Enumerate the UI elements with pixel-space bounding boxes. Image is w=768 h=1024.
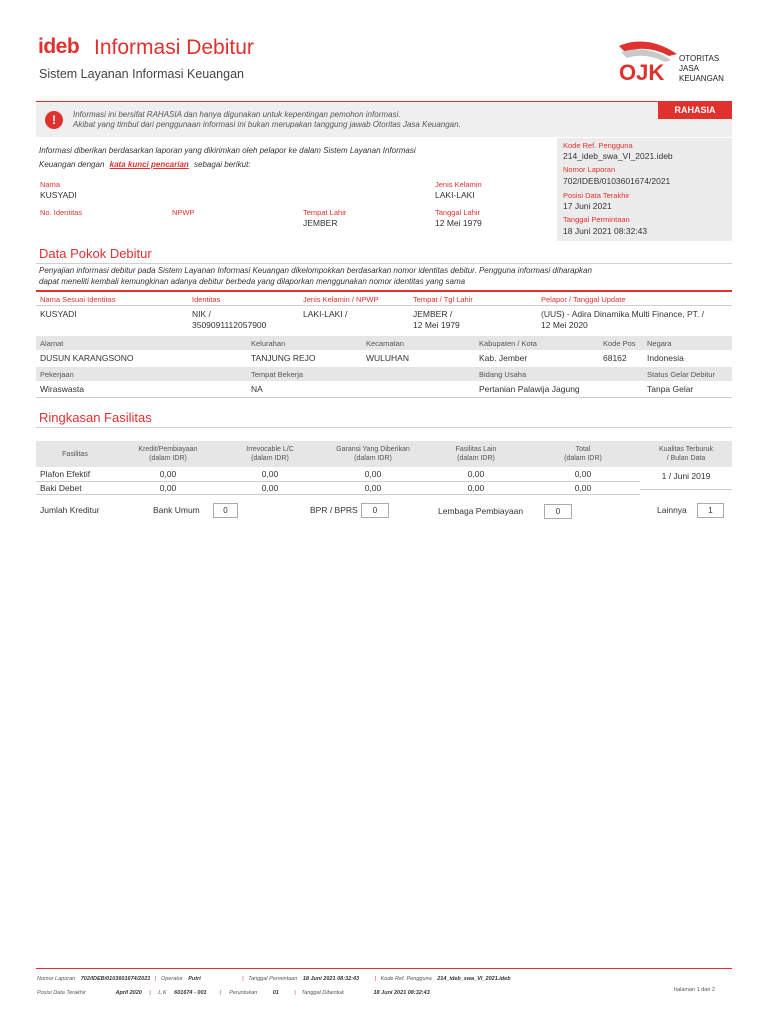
notice-line2: Akibat yang timbul dari penggunaan informasi ini bukan merupakan tanggung jawab Otoritas Jasa Keuangan. — [73, 120, 461, 129]
data-pokok-desc1: Penyajian informasi debitur pada Sistem Layanan Informasi Keuangan dikelompokkan berdasarkan nomor identitas debitur. Pengguna informasi diharapkan — [39, 266, 592, 275]
jumlah-kreditur-label: Jumlah Kreditur — [40, 505, 100, 515]
v-ttl-1: JEMBER / — [413, 309, 453, 319]
footer-line1: Nomor Laporan 702/IDEB/0103601674/2021 | Operator Putri | Tanggal Permintaan 18 Juni 2021 08:32:43 | Kode Ref. Pengguna 214_ideb_swa_VI_2021.ideb — [37, 976, 511, 982]
page-subtitle: Sistem Layanan Informasi Keuangan — [39, 67, 244, 81]
v-tempat-bekerja: NA — [251, 384, 263, 394]
v-status-gelar: Tanpa Gelar — [647, 384, 694, 394]
page-number: halaman 1 dari 2 — [674, 987, 715, 993]
row-plafon-label: Plafon Efektif — [40, 469, 91, 479]
v-pelapor-1: (UUS) - Adira Dinamika Multi Finance, PT. / — [541, 309, 704, 319]
h-kode-pos: Kode Pos — [603, 339, 636, 348]
h-tempat-bekerja: Tempat Bekerja — [251, 370, 304, 379]
h-status-gelar: Status Gelar Debitur — [647, 370, 715, 379]
jenis-kelamin-value: LAKI-LAKI — [435, 190, 475, 200]
ojk-name — [679, 54, 724, 84]
intro-text-b: sebagai berikut: — [194, 160, 251, 169]
nomor-laporan-label: Nomor Laporan — [563, 165, 616, 174]
bank-umum-value: 0 — [213, 503, 238, 518]
kualitas-value: 1 / Juni 2019 — [661, 471, 711, 481]
footer-lk-value: 601674 - 001 — [174, 990, 207, 996]
row-baki-rule — [36, 494, 640, 495]
footer-tgldibentuk-value: 18 Juni 2021 08:32:43 — [373, 990, 430, 996]
footer-posisi-value: April 2020 — [115, 990, 142, 996]
footer-peruntukan-value: 01 — [272, 990, 279, 996]
h-total — [535, 445, 631, 463]
v-kecamatan: WULUHAN — [366, 353, 409, 363]
row-baki-label: Baki Debet — [40, 483, 82, 493]
h-garansi-2: (dalam IDR) — [354, 455, 392, 462]
bpr-value: 0 — [361, 503, 389, 518]
svg-text:OJK: OJK — [619, 60, 665, 84]
bpr-label: BPR / BPRS — [310, 505, 358, 515]
ojk-swoosh-icon — [617, 38, 681, 84]
h-lc — [222, 445, 318, 463]
h-total-1: Total — [575, 446, 591, 453]
nama-value: KUSYADI — [40, 190, 77, 200]
row-baki-garansi: 0,00 — [364, 483, 382, 493]
page-title: Informasi Debitur — [94, 36, 254, 59]
nama-label: Nama — [40, 180, 61, 189]
row-plafon-lain: 0,00 — [467, 469, 485, 479]
data-pokok-red-rule — [36, 290, 732, 292]
pekerjaan-header-bar — [36, 367, 732, 381]
notice-line1: Informasi ini bersifat RAHASIA dan hanya digunakan untuk kepentingan pemohon informasi. — [73, 110, 401, 119]
h-bidang-usaha: Bidang Usaha — [479, 370, 527, 379]
footer-tglminta-label: Tanggal Permintaan — [248, 976, 298, 982]
intro-text-a: Keuangan dengan — [39, 160, 105, 169]
v-jenis-kelamin: LAKI-LAKI / — [303, 309, 348, 319]
no-identitas-label: No. Identitas — [40, 208, 83, 217]
h-fasilitas: Fasilitas — [62, 451, 88, 458]
h-lain-1: Fasilitas Lain — [455, 446, 497, 453]
h-kredit-2: (dalam IDR) — [149, 455, 187, 462]
h-kelurahan: Kelurahan — [251, 339, 286, 348]
footer-peruntukan-label: Peruntukan — [229, 990, 258, 996]
v-identitas-2: 3509091112057900 — [192, 320, 267, 330]
lembaga-label: Lembaga Pembiayaan — [438, 506, 524, 516]
row-plafon-kredit: 0,00 — [159, 469, 177, 479]
ojk-name-line3: KEUANGAN — [679, 74, 724, 83]
v-kabupaten: Kab. Jember — [479, 353, 528, 363]
row-plafon-lc: 0,00 — [261, 469, 279, 479]
v-identitas-1: NIK / — [192, 309, 211, 319]
tanggal-permintaan-value: 18 Juni 2021 08:32:43 — [563, 226, 648, 236]
v-alamat: DUSUN KARANGSONO — [40, 353, 134, 363]
footer-operator-label: Operator — [160, 976, 183, 982]
h-kualitas-1: Kualitas Terburuk — [659, 446, 713, 453]
ojk-logo — [617, 38, 737, 86]
h-alamat: Alamat — [40, 339, 64, 348]
ojk-name-line2: JASA — [679, 64, 700, 73]
h-kabupaten: Kabupaten / Kota — [479, 339, 537, 348]
kode-ref-value: 214_ideb_swa_VI_2021.ideb — [563, 151, 673, 161]
bank-umum-label: Bank Umum — [153, 505, 200, 515]
v-kode-pos: 68162 — [603, 353, 627, 363]
h-kualitas — [640, 445, 732, 463]
tanggal-permintaan-label: Tanggal Permintaan — [563, 215, 630, 224]
lainnya-value: 1 — [697, 503, 724, 518]
h-kredit-1: Kredit/Pembiayaan — [138, 446, 198, 453]
v-pelapor-2: 12 Mei 2020 — [541, 320, 588, 330]
ojk-name-line1: OTORITAS — [679, 54, 720, 63]
footer-operator-value: Putri — [188, 976, 201, 982]
h-negara: Negara — [647, 339, 672, 348]
lembaga-value: 0 — [544, 504, 572, 519]
v-pekerjaan: Wiraswasta — [40, 384, 84, 394]
nomor-laporan-value: 702/IDEB/0103601674/2021 — [563, 176, 671, 186]
intro-line2 — [39, 160, 251, 169]
row-plafon-rule — [36, 481, 640, 482]
data-pokok-title: Data Pokok Debitur — [39, 246, 152, 261]
dp-bottom-rule — [36, 397, 732, 398]
data-pokok-rule — [36, 263, 732, 264]
h-pekerjaan: Pekerjaan — [40, 370, 74, 379]
tempat-lahir-value: JEMBER — [303, 218, 338, 228]
v-nama: KUSYADI — [40, 309, 77, 319]
v-ttl-2: 12 Mei 1979 — [413, 320, 460, 330]
ringkasan-title: Ringkasan Fasilitas — [39, 410, 152, 425]
footer-posisi-label: Posisi Data Terakhir — [37, 990, 87, 996]
row-plafon-total: 0,00 — [574, 469, 592, 479]
v-negara: Indonesia — [647, 353, 684, 363]
footer-kode-value: 214_ideb_swa_VI_2021.ideb — [437, 976, 511, 982]
row-plafon-garansi: 0,00 — [364, 469, 382, 479]
h-garansi — [320, 445, 426, 463]
row-baki-total: 0,00 — [574, 483, 592, 493]
tanggal-lahir-value: 12 Mei 1979 — [435, 218, 482, 228]
h-pelapor: Pelapor / Tanggal Update — [541, 295, 626, 304]
h-identitas: Identitas — [192, 295, 221, 304]
ringkasan-rule — [36, 427, 732, 428]
h-nama-identitas: Nama Sesuai Identitas — [40, 295, 116, 304]
row-baki-lc: 0,00 — [261, 483, 279, 493]
h-kecamatan: Kecamatan — [366, 339, 404, 348]
tempat-lahir-label: Tempat Lahir — [303, 208, 347, 217]
row-baki-lain: 0,00 — [467, 483, 485, 493]
footer-rule — [36, 968, 732, 969]
h-lain-2: (dalam IDR) — [457, 455, 495, 462]
footer-tglminta-value: 18 Juni 2021 08:32:43 — [302, 976, 360, 982]
rahasia-badge: RAHASIA — [658, 101, 732, 119]
footer-tgldibentuk-label: Tanggal Dibentuk — [301, 990, 344, 996]
h-lc-2: (dalam IDR) — [251, 455, 289, 462]
h-jenis-kelamin-npwp: Jenis Kelamin / NPWP — [303, 295, 379, 304]
npwp-label: NPWP — [172, 208, 195, 217]
kode-ref-label: Kode Ref. Pengguna — [563, 141, 633, 150]
tanggal-lahir-label: Tanggal Lahir — [435, 208, 481, 217]
h-total-2: (dalam IDR) — [564, 455, 602, 462]
h-lain — [428, 445, 524, 463]
v-bidang-usaha: Pertanian Palawija Jagung — [479, 384, 580, 394]
lainnya-label: Lainnya — [657, 505, 687, 515]
footer-line2: Posisi Data Terakhir April 2020 | L.K 601674 - 001 | Peruntukan 01 | Tanggal Dibentuk 18 Juni 2021 08:32:43 — [37, 990, 430, 996]
posisi-data-value: 17 Juni 2021 — [563, 201, 612, 211]
v-kelurahan: TANJUNG REJO — [251, 353, 316, 363]
posisi-data-label: Posisi Data Terakhir — [563, 191, 630, 200]
kualitas-rule — [640, 489, 732, 490]
h-kredit — [120, 445, 216, 463]
dp-header-rule — [36, 305, 732, 306]
ideb-logo: ideb — [38, 35, 80, 58]
intro-line1: Informasi diberikan berdasarkan laporan yang dikirimkan oleh pelapor ke dalam Sistem Layanan Informasi — [39, 146, 416, 155]
footer-nomor-value: 702/IDEB/0103601674/2021 — [80, 976, 151, 982]
h-tempat-tgl-lahir: Tempat / Tgl Lahir — [413, 295, 473, 304]
data-pokok-desc2: dapat meneliti kembali kemungkinan adanya debitur berbeda yang dilaporkan menggunakan nomor identitas yang sama — [39, 277, 466, 286]
row-baki-kredit: 0,00 — [159, 483, 177, 493]
h-kualitas-2: / Bulan Data — [666, 455, 706, 462]
footer-lk-label: L.K — [158, 990, 167, 996]
h-garansi-1: Garansi Yang Diberikan — [336, 446, 410, 453]
footer-kode-label: Kode Ref. Pengguna — [380, 976, 432, 982]
keyword-link[interactable]: kata kunci pencarian — [109, 160, 189, 169]
jenis-kelamin-label: Jenis Kelamin — [435, 180, 482, 189]
h-lc-1: Irrevocable L/C — [246, 446, 294, 453]
info-icon: ! — [45, 111, 63, 129]
footer-nomor-label: Nomor Laporan — [37, 976, 76, 982]
